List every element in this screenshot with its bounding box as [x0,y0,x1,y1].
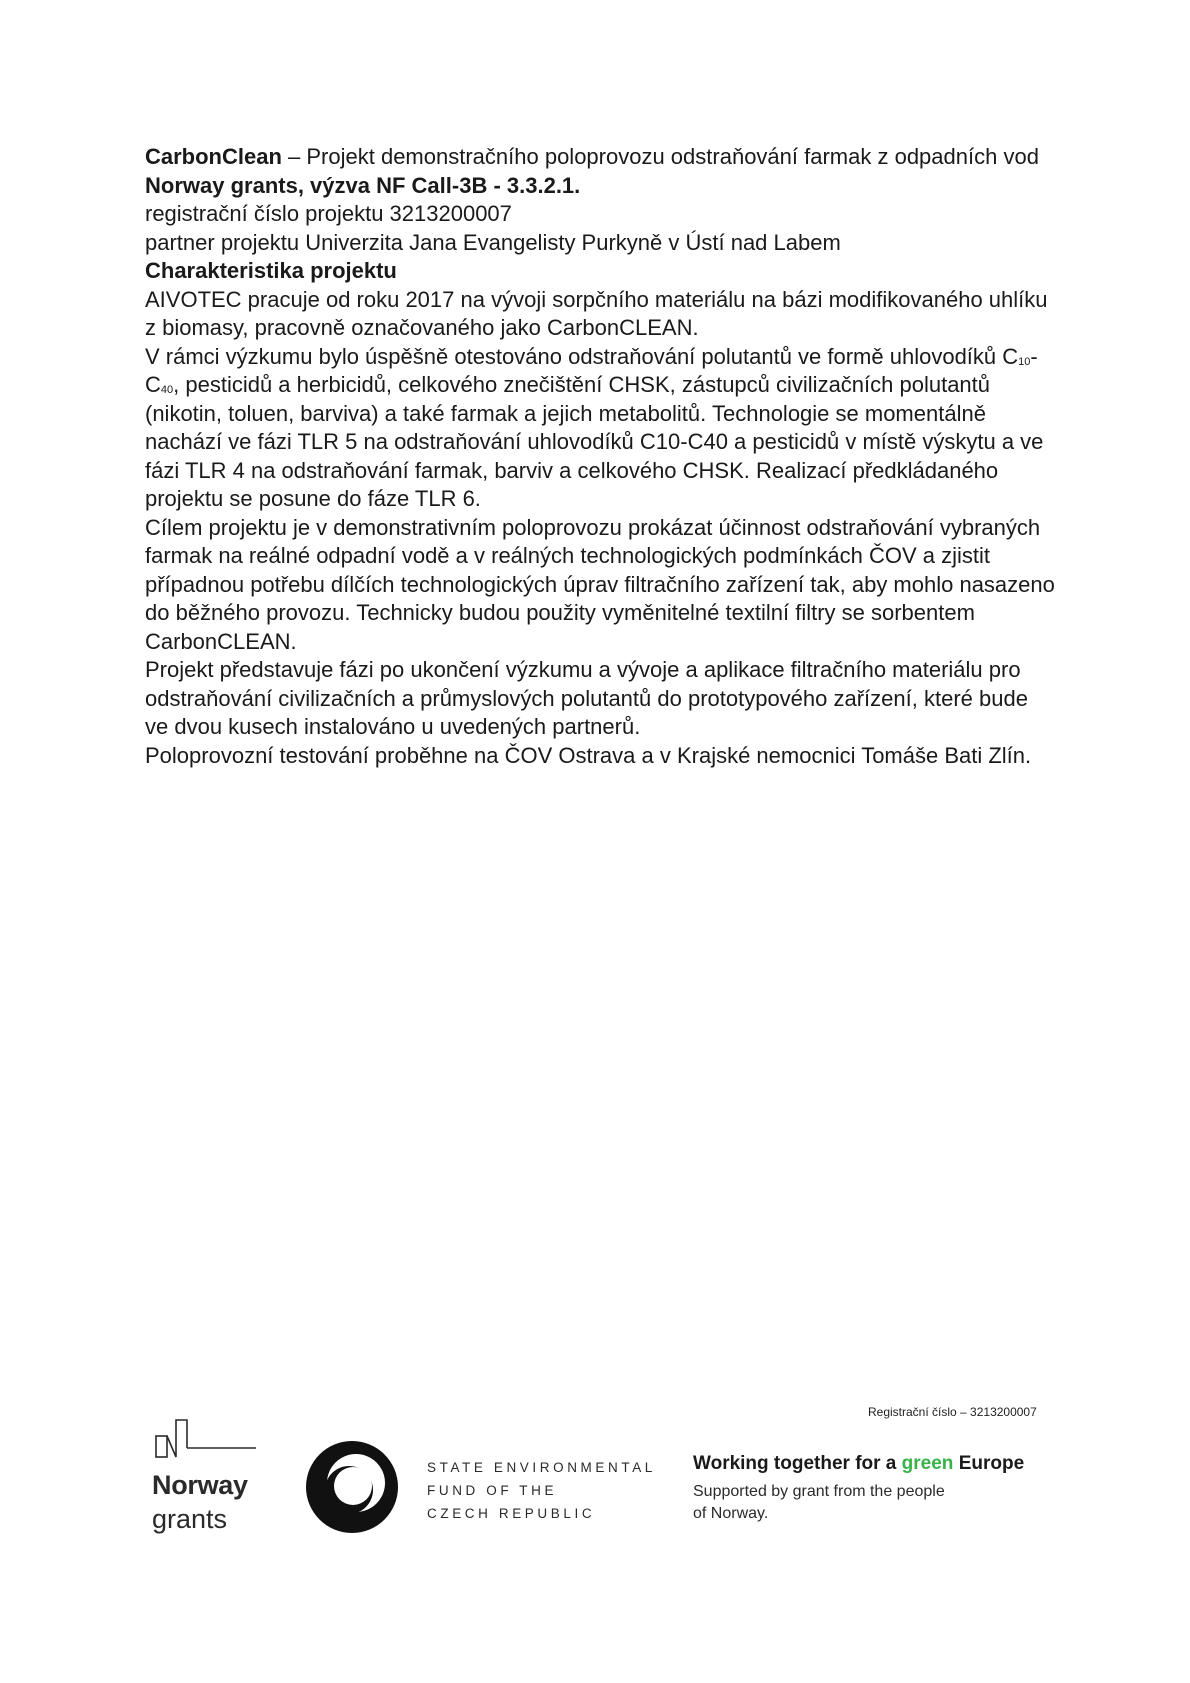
project-name: CarbonClean [145,144,282,169]
working-together-block [693,1453,1024,1525]
headline-part-2: Europe [953,1453,1025,1474]
paragraph-2-b: -C [145,343,1038,397]
subscript-10: 10 [1018,355,1031,368]
paragraph-5: Poloprovozní testování proběhne na ČOV Ostrava a v Krajské nemocnici Tomáše Bati Zlín. [145,742,1032,768]
norway-grants-mark-icon [152,1418,272,1468]
paragraph-4: Projekt představuje fázi po ukončení výzkumu a vývoje a aplikace filtračního materiálu pro odstraňování civilizačních a průmyslových polutantů do prototypového zařízení, které bude ve dvou kusech instalováno u uvedených partnerů. [145,657,1028,739]
paragraph-3: Cílem projektu je v demonstrativním poloprovozu prokázat účinnost odstraňování vybraných farmak na reálné odpadní vodě a v reálných technologických podmínkách ČOV a zjistit případnou potřebu dílčích technologických úprav filtračního zařízení tak, aby mohlo nasazeno do běžného provozu. Technicky budou použity vyměnitelné textilní filtry se sorbentem CarbonCLEAN. [145,514,1055,654]
support-line-2: of Norway. [693,1505,769,1522]
support-line-1: Supported by grant from the people [693,1483,945,1500]
registration-number: registrační číslo projektu 3213200007 [145,201,512,226]
project-title-rest: – Projekt demonstračního poloprovozu odstraňování farmak z odpadních vod [281,144,1039,169]
grants-word: grants [152,1504,228,1534]
sefcr-line-1: STATE ENVIRONMENTAL [427,1460,656,1475]
state-environmental-fund-text [427,1456,656,1525]
project-title [145,143,1055,172]
norway-word: Norway [152,1470,248,1500]
paragraph-2 [145,343,1055,514]
grant-heading: Norway grants, výzva NF Call-3B - 3.3.2.1. [145,172,581,198]
footer-registration: Registrační číslo – 3213200007 [868,1405,1037,1419]
sefcr-line-3: CZECH REPUBLIC [427,1506,596,1521]
section-heading: Charakteristika projektu [145,258,397,283]
state-environmental-fund-emblem-icon [306,1441,398,1533]
paragraph-2-a: V rámci výzkumu bylo úspěšně otestováno odstraňování polutantů ve formě uhlovodíků C [145,343,1019,369]
sefcr-line-2: FUND OF THE [427,1483,558,1498]
working-together-headline [693,1453,1024,1475]
support-text [693,1481,1024,1525]
subscript-40: 40 [160,384,174,396]
paragraph-1: AIVOTEC pracuje od roku 2017 na vývoji sorpčního materiálu na bázi modifikovaného uhlíku z biomasy, pracovně označovaného jako CarbonCLEAN. [145,286,1048,340]
headline-green-word: green [901,1453,954,1474]
headline-part-1: Working together for a [693,1453,902,1474]
norway-grants-logo [152,1418,272,1538]
project-partner: partner projektu Univerzita Jana Evangelisty Purkyně v Ústí nad Labem [145,229,841,255]
paragraph-2-c: , pesticidů a herbicidů, celkového znečištění CHSK, zástupců civilizačních polutantů (nikotin, toluen, barviva) a také farmak a jejich metabolitů. Technologie se momentálně nachází ve fázi TLR 5 na odstraňování uhlovodíků C10-C40 a pesticidů v místě výskytu a ve fázi TLR 4 na odstraňování farmak, barviv a celkového CHSK. Realizací předkládaného projektu se posune do fáze TLR 6. [145,372,1044,511]
document-body [145,143,1055,770]
